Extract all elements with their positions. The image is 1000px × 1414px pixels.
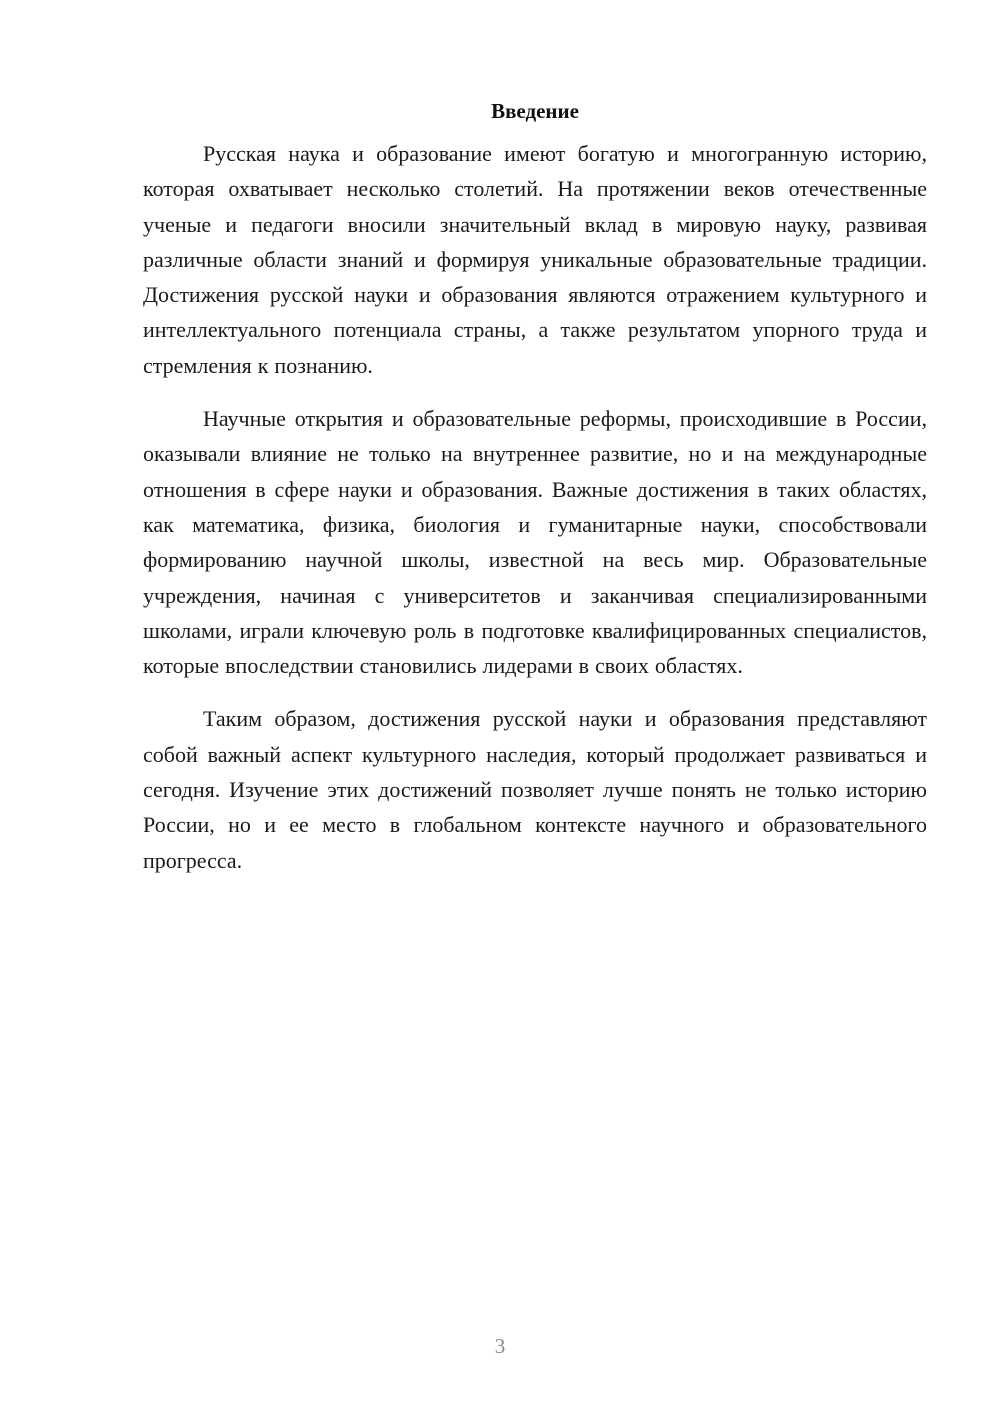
paragraph-1: Русская наука и образование имеют богатую и многогранную историю, которая охватывает несколько столетий. На протяжении веков отечественные ученые и педагоги вносили значительный вклад в мировую науку, развивая различные области знаний и формируя уникальные образовательные традиции. Достижения русской науки и образования являются отражением культурного и интеллектуального потенциала страны, а также результатом упорного труда и стремления к познанию. <box>143 141 927 378</box>
page-number: 3 <box>494 1334 506 1358</box>
paragraph-2: Научные открытия и образовательные реформы, происходившие в России, оказывали влияние не только на внутреннее развитие, но и на международные отношения в сфере науки и образования. Важные достижения в таких областях, как математика, физика, биология и гуманитарные науки, способствовали формированию научной школы, известной на весь мир. Образовательные учреждения, начиная с университетов и заканчивая специализированными школами, играли ключевую роль в подготовке квалифицированных специалистов, которые впоследствии становились лидерами в своих областях. <box>143 406 927 679</box>
paragraph-3: Таким образом, достижения русской науки и образования представляют собой важный аспект культурного наследия, который продолжает развиваться и сегодня. Изучение этих достижений позволяет лучше понять не только историю России, но и ее место в глобальном контексте научного и образовательного прогресса. <box>143 706 927 873</box>
section-title: Введение <box>491 99 579 123</box>
document-body <box>143 96 927 896</box>
